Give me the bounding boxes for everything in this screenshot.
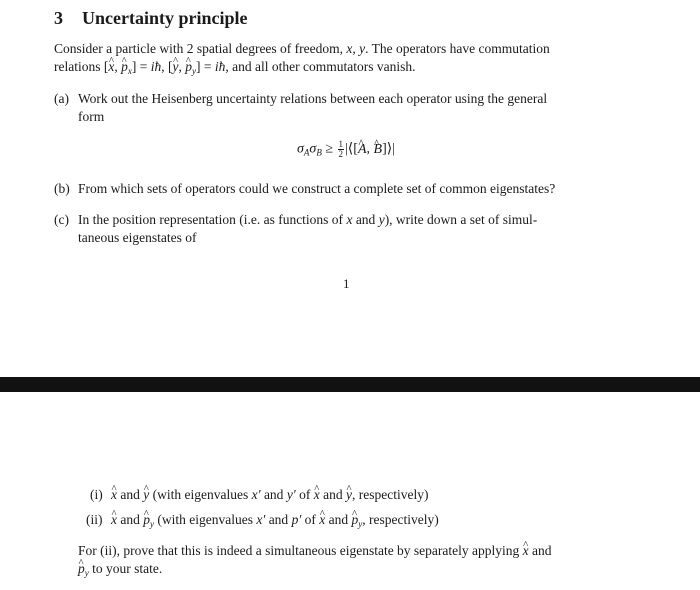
subitem-i-with: (with eigenvalues: [149, 487, 252, 502]
item-c-text-c: ), write down a set of simul-: [384, 212, 538, 227]
item-c-text-2: taneous eigenstates of: [78, 230, 197, 245]
intro-text-end: , and all other commutators vanish.: [225, 59, 416, 74]
closing-line-1: For (ii), prove that this is indeed a simultaneous eigenstate by separately applying ^ x and: [78, 542, 552, 560]
section-heading: [54, 8, 247, 29]
item-b-text: From which sets of operators could we construct a complete set of common eigenstates?: [78, 181, 556, 196]
item-c-text-1: In the position representation (i.e. as functions of x and y), write down a set of simul-: [78, 212, 538, 227]
item-a-line-1: [54, 90, 69, 108]
closing-text-c: to your state.: [88, 561, 163, 576]
intro-line-1: [54, 40, 550, 58]
closing-text-b: and: [528, 543, 552, 558]
subitem-ii-label: (ii): [86, 512, 103, 527]
subitem-ii-with: (with eigenvalues: [154, 512, 257, 527]
subitem-i-and-2: and: [260, 487, 287, 502]
commutation-relations: [^ x, ^ $p_x$] = iħ, [^ y, ^ $p_y$] = iħ: [104, 59, 226, 74]
item-c-text-a: In the position representation (i.e. as functions of: [78, 212, 347, 227]
closing-text-a: For (ii), prove that this is indeed a simultaneous eigenstate by separately applying: [78, 543, 523, 558]
section-title: Uncertainty principle: [82, 8, 248, 28]
subitem-ii-resp: , respectively): [362, 512, 439, 527]
subitem-i-of: of: [295, 487, 314, 502]
subitem-ii-and: and: [117, 512, 144, 527]
subitem-ii-and-3: and: [325, 512, 352, 527]
item-c-text-b: and: [352, 212, 379, 227]
intro-text: Consider a particle with 2 spatial degrees of freedom,: [54, 41, 347, 56]
item-a-text-2: form: [78, 109, 105, 124]
item-a-text-1: Work out the Heisenberg uncertainty relations between each operator using the general: [78, 91, 548, 106]
subitem-i-text: ^ x and ^ y (with eigenvalues x′ and y′ of ^ x and ^ y, respectively): [111, 486, 428, 504]
subitem-i-and: and: [117, 487, 144, 502]
subitem-i-and-3: and: [319, 487, 347, 502]
intro-text-relations: relations: [54, 59, 104, 74]
item-b-label: (b): [54, 181, 70, 196]
item-a-label: (a): [54, 91, 69, 106]
subitem-ii-of: of: [301, 512, 320, 527]
section-number: 3: [54, 8, 63, 28]
vars-xy: x, y: [346, 41, 366, 56]
uncertainty-formula: $\sigma_A\sigma_B$ ≥ $\frac{1}{2}$ |⟨[^ A, ^ B]⟩|: [297, 140, 395, 162]
subitem-i-resp: , respectively): [352, 487, 429, 502]
subitem-ii-text: ^ x and ^ $p_y$ (with eigenvalues x′ and p′ of ^ x and ^ $p_y$, respectively): [111, 511, 439, 533]
item-c-label: (c): [54, 212, 69, 227]
page-number: 1: [343, 276, 350, 291]
closing-line-2: ^ $p_y$ to your state.: [78, 560, 162, 582]
subitem-i-label: (i): [90, 487, 103, 502]
intro-line-2: [54, 58, 415, 80]
page-divider: [0, 377, 700, 392]
intro-text-cont: . The operators have commutation: [365, 41, 550, 56]
subitem-ii-and-2: and: [265, 512, 292, 527]
